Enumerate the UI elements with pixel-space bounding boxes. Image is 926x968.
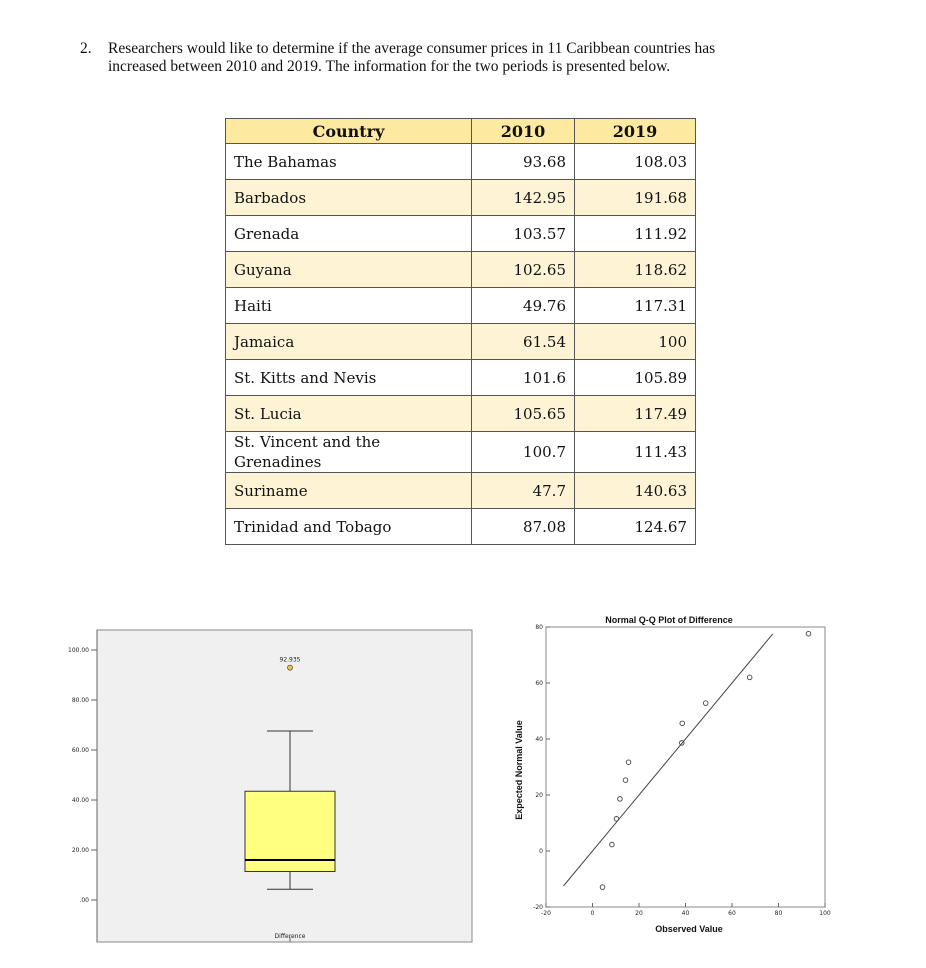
question-line-2: increased between 2010 and 2019. The information for the two periods is presented below. — [108, 58, 671, 75]
qq-y-tick-label: 80 — [535, 624, 543, 631]
qq-y-tick-label: 40 — [535, 736, 543, 743]
value-2010-cell: 87.08 — [472, 509, 575, 545]
qq-y-label: Expected Normal Value — [514, 720, 524, 820]
boxplot-y-tick-label: 80.00 — [71, 697, 89, 704]
country-cell: The Bahamas — [226, 144, 472, 180]
qq-title: Normal Q-Q Plot of Difference — [605, 615, 733, 625]
value-2010-cell: 61.54 — [472, 324, 575, 360]
table-row — [226, 509, 696, 545]
qq-x-tick-label: 100 — [819, 910, 831, 917]
boxplot-y-tick-label: 40.00 — [71, 797, 89, 804]
boxplot-outlier-label: 92.935 — [279, 656, 301, 664]
value-2010-cell: 49.76 — [472, 288, 575, 324]
value-2019-cell: 124.67 — [575, 509, 696, 545]
country-cell: Guyana — [226, 252, 472, 288]
qq-x-tick-label: 20 — [635, 910, 643, 917]
qq-y-tick-label: 20 — [535, 792, 543, 799]
table-row — [226, 360, 696, 396]
price-table — [225, 118, 696, 545]
value-2019-cell: 118.62 — [575, 252, 696, 288]
qq-plot — [500, 605, 926, 940]
question-number: 2. — [80, 40, 92, 57]
country-cell: Suriname — [226, 473, 472, 509]
boxplot-y-tick-label: .00 — [79, 897, 89, 904]
qq-x-label: Observed Value — [655, 924, 723, 934]
value-2010-cell: 100.7 — [472, 432, 575, 473]
value-2010-cell: 103.57 — [472, 216, 575, 252]
country-cell: Grenada — [226, 216, 472, 252]
qq-plot-frame — [546, 627, 825, 907]
difference-boxplot — [0, 600, 480, 950]
qq-x-tick-label: 60 — [728, 910, 736, 917]
country-cell: Haiti — [226, 288, 472, 324]
table-row — [226, 473, 696, 509]
country-cell: St. Kitts and Nevis — [226, 360, 472, 396]
value-2019-cell: 100 — [575, 324, 696, 360]
value-2019-cell: 117.31 — [575, 288, 696, 324]
header-country: Country — [226, 119, 472, 144]
question-line-1: Researchers would like to determine if the average consumer prices in 11 Caribbean countries has — [108, 40, 716, 57]
boxplot-y-tick-label: 100.00 — [68, 647, 89, 654]
table-row — [226, 144, 696, 180]
qq-y-tick-label: 0 — [539, 848, 543, 855]
boxplot-y-tick-label: 60.00 — [71, 747, 89, 754]
table-row — [226, 288, 696, 324]
qq-x-tick-label: 0 — [590, 910, 595, 917]
boxplot-panel — [97, 630, 472, 942]
country-cell: St. Lucia — [226, 396, 472, 432]
country-cell: Barbados — [226, 180, 472, 216]
table-row — [226, 432, 696, 473]
value-2019-cell: 111.43 — [575, 432, 696, 473]
value-2010-cell: 101.6 — [472, 360, 575, 396]
qq-x-tick-label: -20 — [541, 910, 551, 917]
value-2010-cell: 105.65 — [472, 396, 575, 432]
value-2010-cell: 102.65 — [472, 252, 575, 288]
country-cell: Trinidad and Tobago — [226, 509, 472, 545]
table-row — [226, 180, 696, 216]
value-2019-cell: 111.92 — [575, 216, 696, 252]
boxplot-outlier — [288, 665, 293, 670]
header-2019: 2019 — [575, 119, 696, 144]
table-row — [226, 216, 696, 252]
value-2019-cell: 191.68 — [575, 180, 696, 216]
boxplot-x-label: Difference — [274, 933, 306, 940]
header-2010: 2010 — [472, 119, 575, 144]
value-2019-cell: 140.63 — [575, 473, 696, 509]
qq-y-tick-label: -20 — [533, 904, 543, 911]
table-row — [226, 324, 696, 360]
qq-x-tick-label: 40 — [681, 910, 690, 917]
value-2019-cell: 117.49 — [575, 396, 696, 432]
value-2019-cell: 105.89 — [575, 360, 696, 396]
table-row — [226, 396, 696, 432]
value-2010-cell: 47.7 — [472, 473, 575, 509]
table-row — [226, 252, 696, 288]
value-2010-cell: 93.68 — [472, 144, 575, 180]
country-cell: St. Vincent and the Grenadines — [226, 432, 472, 473]
country-cell: Jamaica — [226, 324, 472, 360]
qq-x-tick-label: 80 — [774, 910, 783, 917]
value-2019-cell: 108.03 — [575, 144, 696, 180]
boxplot-y-tick-label: 20.00 — [71, 847, 89, 854]
qq-y-tick-label: 60 — [535, 680, 543, 687]
value-2010-cell: 142.95 — [472, 180, 575, 216]
